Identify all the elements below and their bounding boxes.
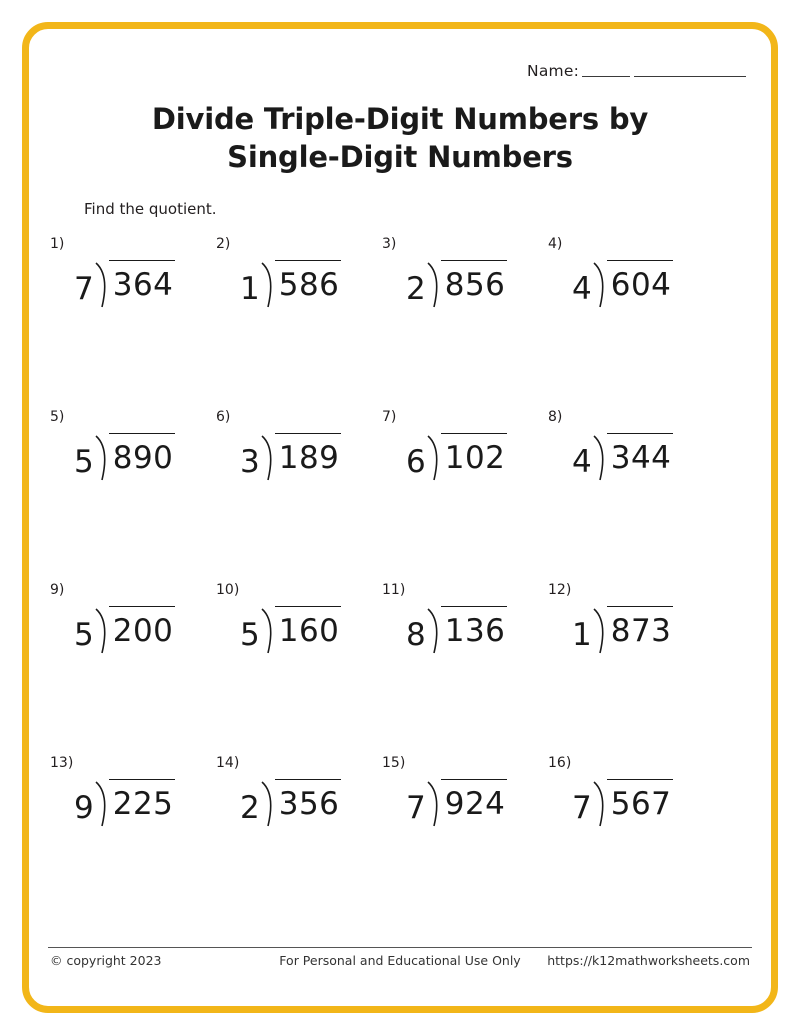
problem-cell-14 (214, 749, 390, 919)
divisor: 1 (240, 271, 260, 307)
dividend: 873 (607, 606, 674, 647)
problem-cell-15 (380, 749, 556, 919)
divisor: 2 (240, 790, 260, 826)
long-division-expression (74, 779, 175, 828)
problem-number: 13) (50, 755, 74, 771)
long-division-expression (240, 260, 341, 309)
page-title-line-1: Divide Triple-Digit Numbers by (151, 102, 649, 136)
problem-number: 14) (216, 755, 240, 771)
divisor: 5 (74, 444, 94, 480)
long-division-expression (406, 606, 507, 655)
problem-row (48, 576, 752, 749)
problem-number: 10) (216, 582, 240, 598)
divisor: 1 (572, 617, 592, 653)
problem-row (48, 403, 752, 576)
division-bracket-icon (95, 606, 176, 647)
footer-usage-note: For Personal and Educational Use Only (279, 953, 521, 968)
problem-cell-16 (546, 749, 722, 919)
name-blank-long[interactable] (634, 63, 746, 77)
dividend: 102 (441, 433, 508, 474)
division-bracket-icon (593, 779, 674, 820)
problem-cell-2 (214, 230, 390, 400)
dividend: 189 (275, 433, 342, 474)
problem-number: 1) (50, 236, 65, 252)
dividend: 924 (441, 779, 508, 820)
problem-number: 7) (382, 409, 397, 425)
problem-cell-4 (546, 230, 722, 400)
division-bracket-icon (593, 260, 674, 301)
problem-number: 12) (548, 582, 572, 598)
divisor: 7 (406, 790, 426, 826)
long-division-expression (240, 433, 341, 482)
divisor: 2 (406, 271, 426, 307)
division-bracket-icon (261, 433, 342, 474)
problem-number: 11) (382, 582, 406, 598)
divisor: 4 (572, 271, 592, 307)
dividend: 344 (607, 433, 674, 474)
dividend: 567 (607, 779, 674, 820)
problem-row (48, 749, 752, 922)
page-title (48, 100, 752, 176)
dividend: 200 (109, 606, 176, 647)
long-division-expression (74, 433, 175, 482)
problem-number: 6) (216, 409, 231, 425)
dividend: 604 (607, 260, 674, 301)
long-division-expression (572, 260, 673, 309)
problem-number: 2) (216, 236, 231, 252)
problem-number: 5) (50, 409, 65, 425)
problem-cell-8 (546, 403, 722, 573)
division-bracket-icon (261, 779, 342, 820)
division-bracket-icon (261, 606, 342, 647)
division-bracket-icon (593, 606, 674, 647)
divisor: 5 (74, 617, 94, 653)
problem-cell-3 (380, 230, 556, 400)
long-division-expression (406, 433, 507, 482)
problem-cell-10 (214, 576, 390, 746)
division-bracket-icon (427, 260, 508, 301)
divisor: 4 (572, 444, 592, 480)
name-label: Name: (527, 62, 579, 80)
problem-number: 3) (382, 236, 397, 252)
dividend: 160 (275, 606, 342, 647)
footer-divider (48, 947, 752, 948)
dividend: 890 (109, 433, 176, 474)
footer-url: https://k12mathworksheets.com (547, 953, 750, 968)
problem-cell-1 (48, 230, 224, 400)
division-bracket-icon (95, 433, 176, 474)
problem-number: 9) (50, 582, 65, 598)
division-bracket-icon (95, 260, 176, 301)
long-division-expression (74, 260, 175, 309)
problem-cell-11 (380, 576, 556, 746)
division-bracket-icon (261, 260, 342, 301)
page-footer (48, 953, 752, 973)
division-bracket-icon (95, 779, 176, 820)
long-division-expression (572, 433, 673, 482)
long-division-expression (240, 779, 341, 828)
problem-number: 15) (382, 755, 406, 771)
divisor: 9 (74, 790, 94, 826)
problem-cell-5 (48, 403, 224, 573)
divisor: 7 (74, 271, 94, 307)
division-bracket-icon (593, 433, 674, 474)
name-field-row (527, 62, 750, 80)
problem-cell-6 (214, 403, 390, 573)
divisor: 3 (240, 444, 260, 480)
division-bracket-icon (427, 433, 508, 474)
problem-cell-9 (48, 576, 224, 746)
problem-row (48, 230, 752, 403)
problem-cell-7 (380, 403, 556, 573)
dividend: 856 (441, 260, 508, 301)
dividend: 136 (441, 606, 508, 647)
page-title-line-2: Single-Digit Numbers (227, 140, 573, 174)
dividend: 364 (109, 260, 176, 301)
dividend: 586 (275, 260, 342, 301)
instructions-text: Find the quotient. (84, 200, 217, 218)
long-division-expression (406, 779, 507, 828)
problem-number: 16) (548, 755, 572, 771)
division-bracket-icon (427, 779, 508, 820)
worksheet-content (48, 40, 752, 995)
dividend: 356 (275, 779, 342, 820)
problems-grid (48, 230, 752, 922)
problem-number: 8) (548, 409, 563, 425)
division-bracket-icon (427, 606, 508, 647)
long-division-expression (240, 606, 341, 655)
problem-cell-13 (48, 749, 224, 919)
name-blank-short[interactable] (582, 63, 630, 77)
divisor: 8 (406, 617, 426, 653)
divisor: 5 (240, 617, 260, 653)
divisor: 6 (406, 444, 426, 480)
dividend: 225 (109, 779, 176, 820)
long-division-expression (406, 260, 507, 309)
divisor: 7 (572, 790, 592, 826)
footer-copyright: © copyright 2023 (50, 953, 162, 968)
long-division-expression (572, 606, 673, 655)
problem-cell-12 (546, 576, 722, 746)
problem-number: 4) (548, 236, 563, 252)
long-division-expression (572, 779, 673, 828)
long-division-expression (74, 606, 175, 655)
